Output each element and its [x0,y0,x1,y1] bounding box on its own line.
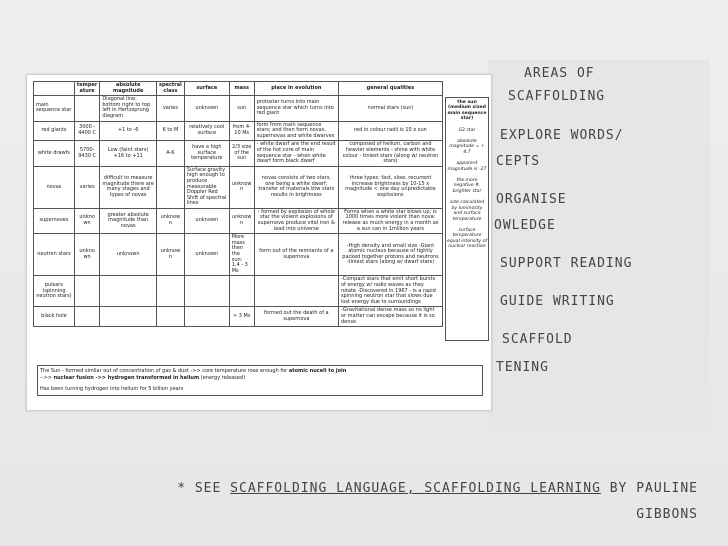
list-item: SUPPORT READING [500,256,633,271]
table-cell: -Gravitational dense mass so no light or matter can escape because it is so dense [338,307,442,327]
table-row [34,234,443,276]
table-cell: difficult to measure magnitude there are many stages and types of novas [100,166,157,208]
footnote-line [40,375,480,382]
table-cell: form out of the remnants of a supernova [254,234,338,276]
table-cell: neutron stars [34,234,75,276]
sidebar-text: size calculated by luminosity and surface temperature [449,200,485,222]
table-cell: relatively cool surface [184,121,229,141]
table-cell: Surface gravity high enough to produce measurable Doppler Red Shift of spectral lines [184,166,229,208]
table-header: general qualities [338,82,442,96]
table-header: spectral class [157,82,185,96]
table-cell: More mass then the sun: 1.4 - 3 Ms [229,234,254,276]
table-cell: unknow n [157,208,185,233]
heading-line-2: SCAFFOLDING [508,89,606,104]
list-item: EXPLORE WORDS/ [500,128,624,143]
list-item: TENING [496,360,549,375]
table-cell: formed out the death of a supernova [254,307,338,327]
footnote-emphasis: nuclear fusion ->> hydrogen transformed in helium [53,375,200,381]
credit-text: * SEE [177,481,231,496]
table-cell: greater absolute magnitude than novas [100,208,157,233]
credit-text: BY PAULINE [600,481,698,496]
table-cell: unknow n [229,208,254,233]
credit-line-1 [18,476,698,502]
heading-line-1: AREAS OF [524,66,595,81]
table-cell: have a high surface temperature [184,141,229,166]
footnote-line [40,368,480,375]
table-cell: black hole [34,307,75,327]
table-row [34,166,443,208]
table-cell [100,276,157,307]
table-row [34,208,443,233]
footnote-text: -->> [40,375,54,381]
table-cell: white drawfs [34,141,75,166]
table-row [34,141,443,166]
table-cell: from 4-10 Ms [229,121,254,141]
table-cell: red in colour radii is 10 x sun [338,121,442,141]
table-cell: 2/3 size of the sun [229,141,254,166]
table-cell: three types: fast, slow, recurrent increase brightness by 10-15 x magnitude < one day unpredictable explosions [338,166,442,208]
table-header: absolute magnitude [100,82,157,96]
table-cell: sun [229,96,254,121]
table-header: mass [229,82,254,96]
footnote-line: Has been turning hydrogen into helium for 5 billion years [40,386,184,392]
table-cell: > 3 Ms [229,307,254,327]
list-item: CEPTS [496,154,541,169]
table-cell: novas consists of two stars, one being a white dwarf; transfer of materials btw stars results in brightness [254,166,338,208]
table-cell [74,307,99,327]
credit-line-2: GIBBONS [636,507,698,522]
table-row [34,307,443,327]
table-cell: protostar turns into main sequence star which turns into red giant [254,96,338,121]
table-header: temper ature [74,82,99,96]
list-item: SCAFFOLD [502,332,573,347]
table-cell: unknown [184,96,229,121]
table-cell [254,276,338,307]
table-cell [157,166,185,208]
sidebar-text: surface temperature equal intensity of nuclear reaction [447,227,488,250]
sidebar-text: G2 star [458,127,476,133]
sidebar-text: the sun (medium sized main sequence star) [447,100,487,122]
list-item: GUIDE WRITING [500,294,615,309]
table-cell: 3000 - 4400 C [74,121,99,141]
table-cell: - formed by explosion of whole star the violent explosions of supernova produce vital iron & lead into universe [254,208,338,233]
sidebar-text: apparent magnitude is -27 [447,161,487,172]
table-cell [229,276,254,307]
table-cell: -Compact stars that emit short bursts of energy w/ radio waves as they rotate -Discovered in 1967 - is a rapid spinning neutron star that slows due lost energy due to surroundings [338,276,442,307]
table-cell: - white dwarf are the end result of the hot core of main sequence star - when white dwarf form black dwarf [254,141,338,166]
footnote-text: (energy released) [199,375,246,381]
stars-table [33,81,443,327]
table-cell: unknown [184,234,229,276]
table-cell: Diagonal line; bottom right to top left in Hertzsprung diagram [100,96,157,121]
table-cell: novas [34,166,75,208]
table-cell [157,276,185,307]
list-item: OWLEDGE [494,218,556,233]
table-header: place in evolution [254,82,338,96]
sun-sidebar [445,97,489,341]
table-cell: +1 to -6 [100,121,157,141]
table-cell: unknow n [157,234,185,276]
table-cell: A-K [157,141,185,166]
stars-table-image [26,74,492,411]
table-row [34,96,443,121]
table-cell: Forms when a white star blows up; is 1000 times more violent than nova: release as much energy in a month as a sun can in 1million years [338,208,442,233]
table-cell: varies [157,96,185,121]
table-cell: normal stars (sun) [338,96,442,121]
table-cell [157,307,185,327]
table-header [34,82,75,96]
table-cell [100,307,157,327]
credit-line [18,476,698,528]
table-cell [184,276,229,307]
table-cell: pulsars (spinning neutron stars) [34,276,75,307]
table-cell: form from main sequence stars; and then form novas, supernovas and white dwarves [254,121,338,141]
table-cell: -High density and small size -Giant atomic nucleus because of tightly packed together protons and neutrons -tiniest stars (along w/ dwarf stars) [338,234,442,276]
table-cell: unkno wn [74,208,99,233]
slide-heading [508,62,668,108]
list-item: ORGANISE [496,192,567,207]
table-cell: unknown [100,234,157,276]
sidebar-text: the more negative #, brighter star [452,178,482,194]
table-cell [184,307,229,327]
sun-footnote [37,365,483,396]
table-cell: unknow n [229,166,254,208]
table-cell: supernoves [34,208,75,233]
credit-underlined-title: SCAFFOLDING LANGUAGE, SCAFFOLDING LEARNING [230,481,601,496]
table-row [34,121,443,141]
table-cell: composed of helium, carbon and heavier elements - shine with white colour - tiniest stars (along w/ neutron stars) [338,141,442,166]
footnote-text: The Sun - formed similar out of concentration of gas & dust ->> core temperature rose enough for [40,368,289,374]
table-cell [74,276,99,307]
table-cell: main sequence star [34,96,75,121]
table-cell: Low (faint stars) +16 to +11 [100,141,157,166]
table-header-row [34,82,443,96]
table-cell: unknown [184,208,229,233]
table-cell: varies [74,166,99,208]
table-cell: K to M [157,121,185,141]
sidebar-text: absolute magnitude = + 4.7 [449,139,485,155]
table-header: surface [184,82,229,96]
table-cell: unkno wn [74,234,99,276]
table-row [34,276,443,307]
table-cell: 5700-9430 C [74,141,99,166]
table-cell: red giants [34,121,75,141]
table-cell [74,96,99,121]
footnote-emphasis: atomic nuceli to join [288,368,347,374]
